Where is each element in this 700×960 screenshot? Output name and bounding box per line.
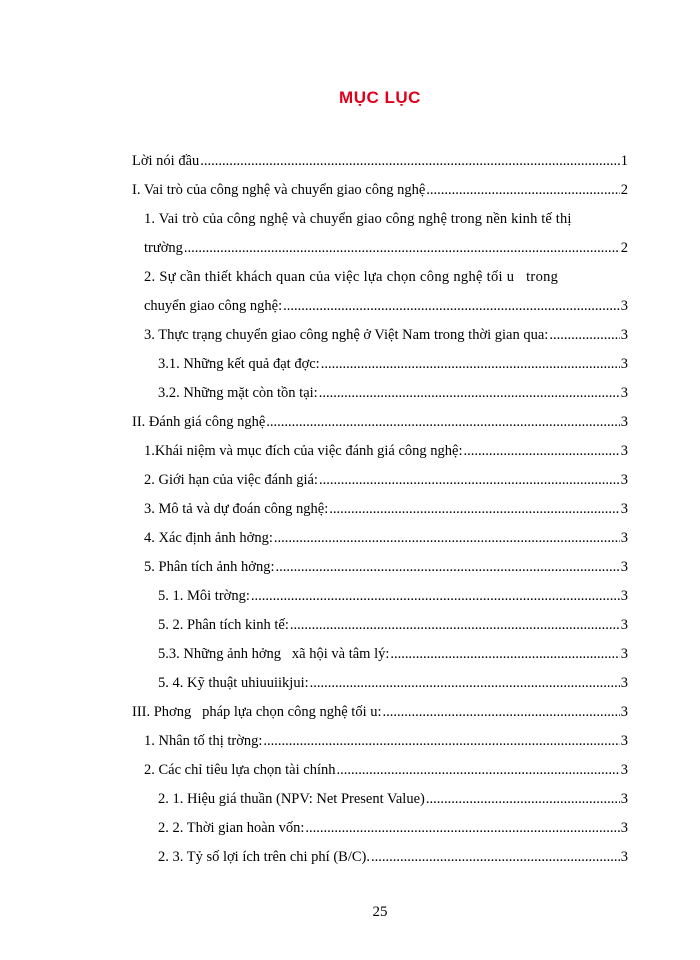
toc-entry bbox=[144, 753, 628, 779]
toc-entry-page: 3 bbox=[620, 327, 628, 343]
toc-entry-text: 5. 1. Môi trờng: bbox=[158, 588, 250, 604]
toc-leader-dots bbox=[200, 152, 619, 170]
toc-leader-dots bbox=[305, 819, 619, 837]
toc-entry-text: 3. Mô tả và dự đoán công nghệ: bbox=[144, 501, 329, 517]
toc-entry-text: 2. 2. Thời gian hoàn vốn: bbox=[158, 820, 305, 836]
toc-entry-text: trường bbox=[144, 240, 183, 256]
toc-entry-text: II. Đánh giá công nghệ bbox=[132, 414, 266, 430]
toc-entry-text: 2. Giới hạn của việc đánh giá: bbox=[144, 472, 318, 488]
toc-entry bbox=[158, 782, 628, 808]
toc-leader-dots bbox=[276, 558, 620, 576]
toc-entry-page: 3 bbox=[620, 704, 628, 720]
toc-leader-dots bbox=[184, 239, 620, 257]
toc-entry bbox=[158, 666, 628, 692]
toc-entry-page: 3 bbox=[620, 820, 628, 836]
toc-entry-text: I. Vai trò của công nghệ và chuyển giao công nghệ bbox=[132, 182, 426, 198]
toc-leader-dots bbox=[549, 326, 619, 344]
toc-leader-dots bbox=[266, 413, 619, 431]
toc-entry bbox=[144, 492, 628, 518]
toc-entry-text: 2. Các chỉ tiêu lựa chọn tài chính bbox=[144, 762, 336, 778]
toc-entry-text: 1.Khái niệm và mục đích của việc đánh giá công nghệ: bbox=[144, 443, 463, 459]
toc-entry-page: 2 bbox=[620, 240, 628, 256]
toc-entry bbox=[144, 231, 628, 257]
toc-entry-page: 3 bbox=[620, 559, 628, 575]
toc-leader-dots bbox=[283, 297, 620, 315]
toc-entry-page: 3 bbox=[620, 617, 628, 633]
toc-entry-page: 3 bbox=[620, 472, 628, 488]
toc-leader-dots bbox=[319, 384, 620, 402]
toc-entry-text: 4. Xác định ảnh hởng: bbox=[144, 530, 273, 546]
toc-entry-page: 3 bbox=[620, 298, 628, 314]
toc-leader-dots bbox=[371, 848, 620, 866]
toc-leader-dots bbox=[310, 674, 620, 692]
toc-entry bbox=[158, 376, 628, 402]
toc-entry-page: 3 bbox=[620, 414, 628, 430]
toc-entry-page: 3 bbox=[620, 762, 628, 778]
toc-entry bbox=[144, 202, 628, 228]
toc-entry-page: 3 bbox=[620, 443, 628, 459]
toc-entry-page: 3 bbox=[620, 646, 628, 662]
toc-entry bbox=[132, 173, 628, 199]
toc-leader-dots bbox=[329, 500, 620, 518]
toc-leader-dots bbox=[263, 732, 619, 750]
toc-entry-text: 2. 3. Tỷ số lợi ích trên chi phí (B/C). bbox=[158, 849, 370, 865]
toc-leader-dots bbox=[426, 790, 620, 808]
toc-leader-dots bbox=[290, 616, 620, 634]
toc-entry-text: chuyển giao công nghệ: bbox=[144, 298, 283, 314]
toc-entry bbox=[144, 318, 628, 344]
toc-entry bbox=[144, 260, 628, 286]
toc-entry-page: 3 bbox=[620, 675, 628, 691]
toc-title: MỤC LỤC bbox=[339, 88, 421, 107]
toc-entry-text: 5. 2. Phân tích kinh tế: bbox=[158, 617, 289, 633]
toc-entry-page: 3 bbox=[620, 501, 628, 517]
toc-entry bbox=[144, 434, 628, 460]
toc-entry-page: 3 bbox=[620, 588, 628, 604]
toc-entry bbox=[132, 405, 628, 431]
toc-entry-text: 5. Phân tích ảnh hởng: bbox=[144, 559, 275, 575]
toc-entry bbox=[158, 347, 628, 373]
toc-entry-text: 2. Sự cần thiết khách quan của việc lựa chọn công nghệ tối u trong bbox=[144, 269, 559, 285]
toc-entry bbox=[158, 579, 628, 605]
toc-leader-dots bbox=[321, 355, 620, 373]
toc-entry-text: Lời nói đầu bbox=[132, 153, 200, 169]
toc-entry-page: 3 bbox=[620, 791, 628, 807]
toc-leader-dots bbox=[274, 529, 620, 547]
toc-entry-text: 1. Vai trò của công nghệ và chuyển giao công nghệ trong nền kinh tế thị bbox=[144, 211, 572, 227]
toc-entry-text: 3.2. Những mặt còn tồn tại: bbox=[158, 385, 318, 401]
toc-entry-text: 3. Thực trạng chuyển giao công nghệ ở Việt Nam trong thời gian qua: bbox=[144, 327, 549, 343]
toc-entry bbox=[158, 840, 628, 866]
toc-leader-dots bbox=[251, 587, 620, 605]
toc-entry-page: 3 bbox=[620, 530, 628, 546]
toc-entry bbox=[144, 550, 628, 576]
toc-entry bbox=[158, 811, 628, 837]
toc-entry bbox=[144, 289, 628, 315]
toc-leader-dots bbox=[426, 181, 619, 199]
toc-entry bbox=[158, 637, 628, 663]
toc-leader-dots bbox=[383, 703, 620, 721]
toc-leader-dots bbox=[390, 645, 619, 663]
toc-leader-dots bbox=[464, 442, 620, 460]
toc-entry-text: 2. 1. Hiệu giá thuần (NPV: Net Present Value) bbox=[158, 791, 425, 807]
toc-entry-text: 5. 4. Kỹ thuật uhiuuiikjui: bbox=[158, 675, 309, 691]
toc-entry bbox=[132, 695, 628, 721]
toc-entry bbox=[144, 724, 628, 750]
toc-entry-text: 5.3. Những ảnh hởng xã hội và tâm lý: bbox=[158, 646, 390, 662]
toc-entry-text: III. Phơng pháp lựa chọn công nghệ tối u: bbox=[132, 704, 382, 720]
toc-entry-page: 3 bbox=[620, 385, 628, 401]
toc-entry-page: 2 bbox=[620, 182, 628, 198]
toc-entry bbox=[132, 144, 628, 170]
toc-entry-text: 3.1. Những kết quả đạt đợc: bbox=[158, 356, 320, 372]
toc-entry bbox=[158, 608, 628, 634]
toc-entry-text: 1. Nhân tố thị trờng: bbox=[144, 733, 263, 749]
toc-entry-page: 1 bbox=[620, 153, 628, 169]
toc-entry bbox=[144, 463, 628, 489]
toc-entry bbox=[144, 521, 628, 547]
page-number: 25 bbox=[372, 904, 388, 920]
toc-leader-dots bbox=[336, 761, 619, 779]
toc-entry-page: 3 bbox=[620, 356, 628, 372]
toc-entry-page: 3 bbox=[620, 733, 628, 749]
toc-entry-page: 3 bbox=[620, 849, 628, 865]
toc-leader-dots bbox=[319, 471, 620, 489]
